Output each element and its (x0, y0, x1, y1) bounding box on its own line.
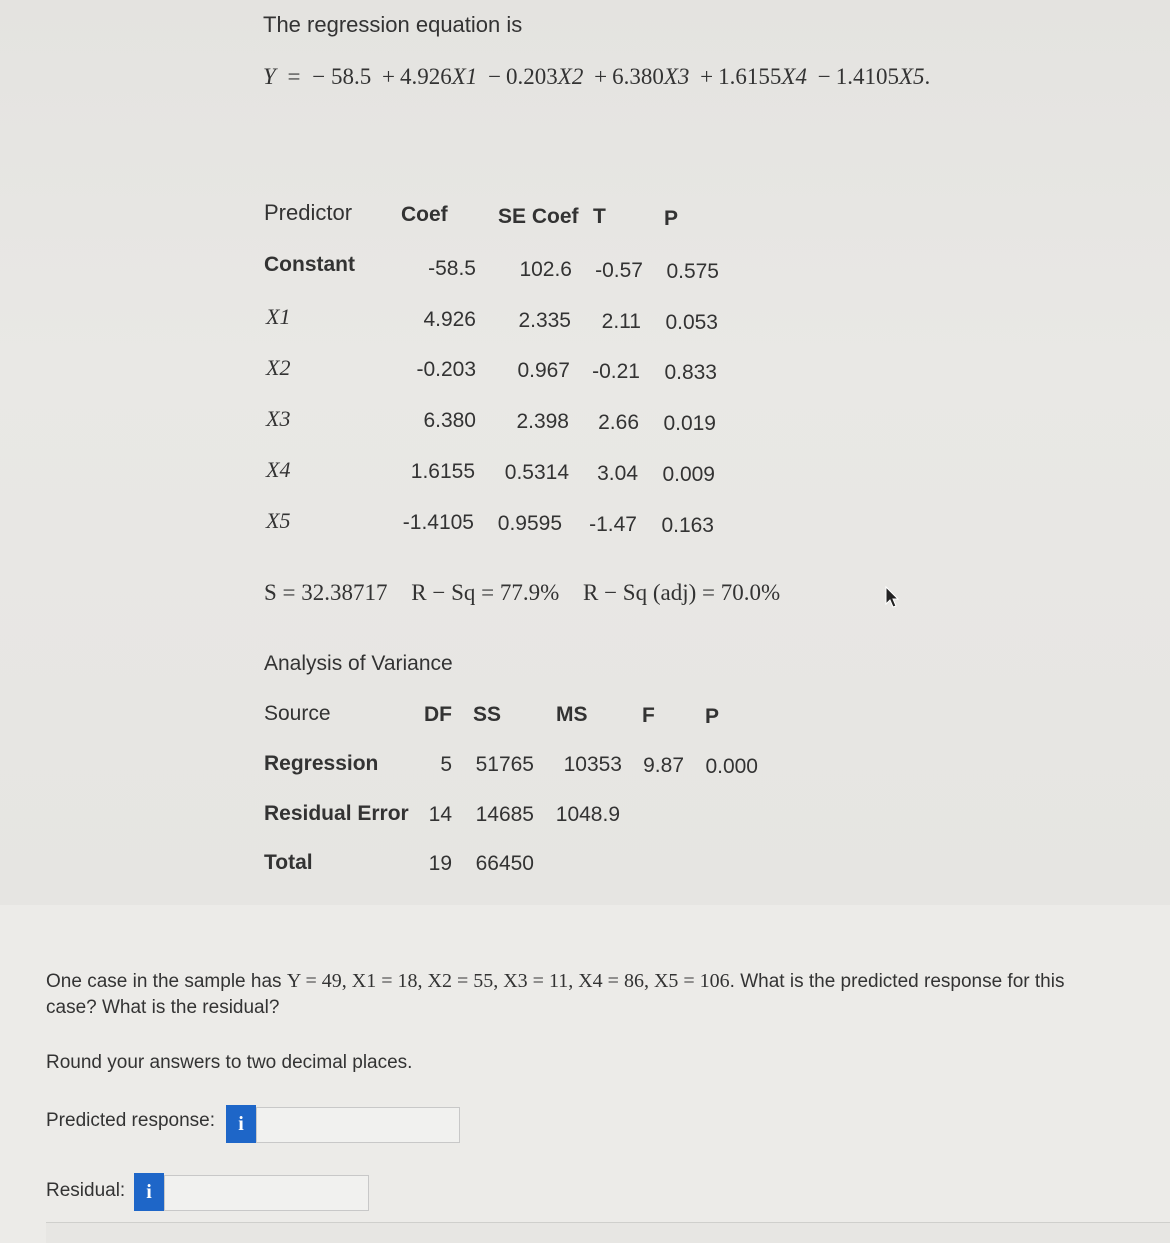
anova-df: 5 (440, 753, 452, 776)
regression-equation: Y = − 58.5 + 4.926X1 − 0.203X2 + 6.380X3 + 1.6155X4 − 1.4105X5. (263, 64, 931, 89)
predicted-response-input[interactable] (256, 1107, 460, 1143)
r-squared-adj: R − Sq (adj) = 70.0% (583, 580, 781, 605)
anova-header-f: F (642, 704, 655, 727)
coef-value: -1.4105 (402, 511, 474, 534)
equation-constant: − 58.5 (312, 64, 372, 89)
t-value: 2.66 (598, 411, 639, 434)
anova-df: 14 (428, 803, 452, 826)
predicted-response-label: Predicted response: (46, 1110, 215, 1131)
predictor-x1: X1 (266, 304, 291, 329)
anova-header-p: P (705, 705, 720, 728)
se-value: 0.967 (517, 359, 570, 382)
header-se-coef: SE Coef (498, 205, 579, 228)
p-value: 0.053 (665, 311, 718, 334)
anova-ss: 14685 (475, 803, 534, 826)
predictor-x2: X2 (266, 355, 291, 380)
equation-term: + 1.6155X4 (700, 64, 807, 89)
residual-input[interactable] (164, 1175, 369, 1211)
anova-source-residual-error: Residual Error (264, 802, 409, 825)
anova-p: 0.000 (705, 755, 758, 778)
equation-term: − 1.4105X5 (817, 64, 925, 89)
equation-equals: = (287, 64, 301, 89)
equation-term: + 4.926X1 (382, 64, 478, 89)
anova-ms: 1048.9 (555, 803, 620, 826)
question-text (46, 968, 1146, 1021)
se-value: 102.6 (519, 258, 572, 281)
anova-ms: 10353 (563, 753, 622, 776)
header-p: P (664, 207, 679, 230)
anova-title: Analysis of Variance (264, 652, 453, 675)
t-value: -0.21 (592, 360, 640, 383)
equation-term: − 0.203X2 (488, 64, 584, 89)
predictor-x3: X3 (266, 406, 291, 431)
mouse-pointer-icon (884, 586, 900, 608)
p-value: 0.833 (664, 361, 717, 384)
se-value: 2.335 (518, 309, 571, 332)
anova-ss: 66450 (475, 852, 534, 875)
predicted-info-button[interactable] (226, 1105, 256, 1143)
residual-label: Residual: (46, 1180, 126, 1201)
equation-intro: The regression equation is (263, 12, 523, 37)
equation-term: + 6.380X3 (594, 64, 690, 89)
r-squared: R − Sq = 77.9% (411, 580, 560, 605)
anova-header-df: DF (424, 703, 452, 726)
fit-statistics (264, 580, 780, 606)
t-value: 3.04 (597, 462, 638, 485)
question-values: Y = 49, X1 = 18, X2 = 55, X3 = 11, X4 = 86, X5 = 106 (286, 970, 730, 992)
t-value: -1.47 (589, 513, 637, 536)
p-value: 0.163 (661, 514, 714, 537)
header-t: T (593, 205, 606, 228)
coef-value: 1.6155 (410, 460, 475, 483)
predictor-constant: Constant (264, 253, 355, 276)
p-value: 0.009 (662, 463, 715, 486)
header-predictor: Predictor (264, 200, 353, 225)
p-value: 0.575 (666, 260, 719, 283)
p-value: 0.019 (663, 412, 716, 435)
header-coef: Coef (401, 203, 448, 226)
anova-source-total: Total (264, 851, 313, 874)
coef-value: 4.926 (423, 308, 476, 331)
anova-header-ss: SS (473, 703, 502, 726)
anova-header-source: Source (264, 702, 331, 725)
se-value: 0.5314 (504, 461, 569, 484)
anova-source-regression: Regression (264, 752, 379, 775)
t-value: -0.57 (595, 259, 643, 282)
anova-df: 19 (428, 852, 452, 875)
question-suffix: . What is the predicted response for this (729, 971, 1065, 992)
equation-lhs: Y (263, 64, 276, 89)
rounding-instruction: Round your answers to two decimal places. (46, 1052, 413, 1073)
predictor-x4: X4 (266, 457, 291, 482)
question-line2: case? What is the residual? (46, 997, 280, 1018)
t-value: 2.11 (601, 310, 641, 333)
anova-f: 9.87 (643, 754, 684, 777)
coef-value: -0.203 (416, 358, 476, 381)
coef-value: 6.380 (423, 409, 476, 432)
anova-ss: 51765 (475, 753, 534, 776)
info-icon: i (146, 1180, 152, 1203)
question-prefix: One case in the sample has (46, 971, 287, 992)
predictor-x5: X5 (266, 508, 291, 533)
residual-info-button[interactable] (134, 1173, 164, 1211)
info-icon: i (238, 1112, 244, 1135)
s-statistic: S = 32.38717 (264, 580, 388, 605)
anova-header-ms: MS (556, 703, 588, 726)
se-value: 2.398 (516, 410, 569, 433)
next-section-edge (46, 1222, 1170, 1243)
se-value: 0.9595 (497, 512, 562, 535)
coef-value: -58.5 (428, 257, 476, 280)
